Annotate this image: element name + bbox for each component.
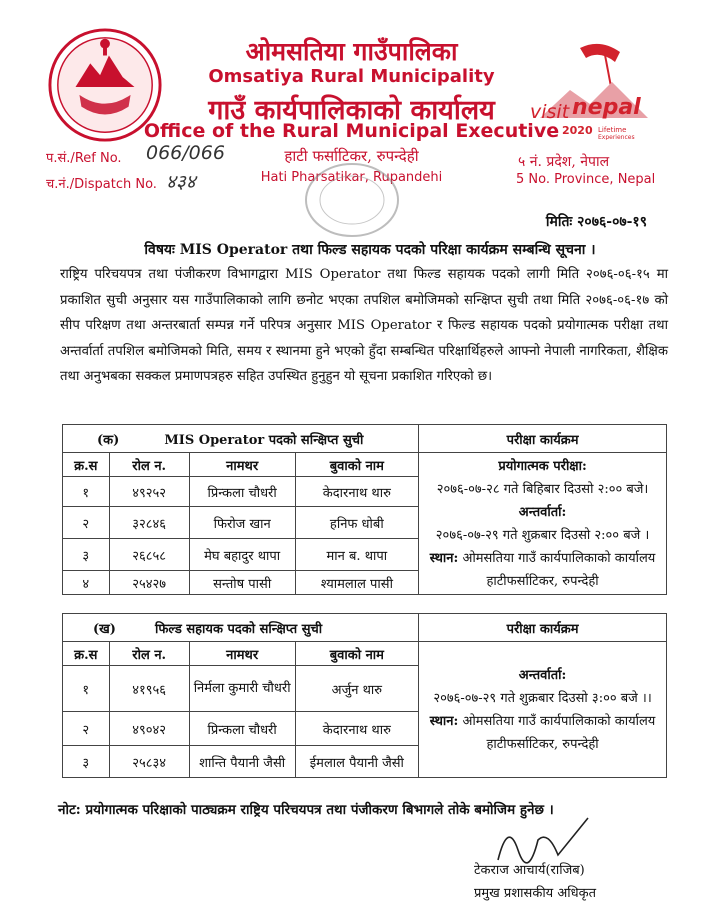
col-sn: क्र.स (63, 453, 110, 477)
table-b-label: (ख) (93, 621, 116, 637)
table-a-schedule (419, 453, 667, 595)
office-name-en: Office of the Rural Municipal Executive (143, 120, 560, 142)
municipality-name-np: ओमसतिया गाउँपालिका (245, 37, 458, 66)
table-a-schedule-title: परीक्षा कार्यक्रम (419, 425, 667, 453)
practical-label: प्रयोगात्मक परीक्षा: (498, 458, 587, 474)
ref-label: प.सं./Ref No. (46, 151, 122, 166)
venue: ओमसतिया गाउँ कार्यपालिकाको कार्यालय (462, 550, 656, 566)
field-assistant-table (62, 613, 667, 778)
venue-line2: हाटीफर्साटिकर, रुपन्देही (486, 573, 599, 589)
interview-label: अन्तर्वार्ता: (518, 667, 567, 683)
table-b-heading (63, 614, 419, 642)
venue-label: स्थान: (429, 550, 459, 566)
province-en: 5 No. Province, Nepal (516, 172, 656, 187)
venue-line2: हाटीफर्साटिकर, रुपन्देही (486, 736, 599, 752)
interview-time: २०७६-०७-२९ गते शुक्रबार दिउसो ३:०० बजे ।। (433, 690, 652, 706)
table-row: १ ४९२५२ प्रिन्कला चौधरी केदारनाथ थारु (63, 477, 667, 507)
table-a-title: MIS Operator पदको सन्क्षिप्त सुची (164, 432, 364, 448)
office-stamp (302, 160, 402, 240)
table-row: २ ४९०४२ प्रिन्कला चौधरी केदारनाथ थारु (63, 712, 667, 746)
table-row: ४ २५४२७ सन्तोष पासी श्यामलाल पासी (63, 571, 667, 595)
table-a-label: (क) (97, 432, 120, 448)
mis-operator-table (62, 424, 667, 595)
table-b-schedule (419, 642, 667, 778)
col-roll: रोल न. (109, 453, 189, 477)
col-name: नामथर (189, 453, 295, 477)
interview-label: अन्तर्वार्ता: (518, 504, 567, 520)
table-row: ३ २५८३४ शान्ति पैयानी जैसी ईमलाल पैयानी जैसी (63, 746, 667, 778)
practical-time: २०७६-०७-२८ गते बिहिबार दिउसो २:०० बजे। (436, 481, 649, 497)
dispatch-label: च.नं./Dispatch No. (46, 177, 157, 192)
address-en: Hati Pharsatikar, Rupandehi (260, 170, 443, 185)
table-row: २ ३२८४६ फिरोज खान हनिफ धोबी (63, 507, 667, 539)
venue-label: स्थान: (429, 713, 459, 729)
signatory-title: प्रमुख प्रशासकीय अधिकृत (474, 886, 597, 901)
col-sn: क्र.स (63, 642, 110, 666)
table-b-schedule-title: परीक्षा कार्यक्रम (419, 614, 667, 642)
province-np: ५ नं. प्रदेश, नेपाल (518, 154, 610, 170)
notice-subject: विषयः MIS Operator तथा फिल्ड सहायक पदको परिक्षा कार्यक्रम सम्बन्धि सूचना । (144, 242, 596, 258)
office-name-np: गाउँ कार्यपालिकाको कार्यालय (208, 95, 495, 126)
svg-text:Experiences: Experiences (598, 134, 635, 140)
table-row: १ ४१९५६ निर्मला कुमारी चौधरी अर्जुन थारु (63, 666, 667, 712)
svg-text:Lifetime: Lifetime (598, 126, 627, 134)
svg-text:visit: visit (530, 101, 570, 123)
venue: ओमसतिया गाउँ कार्यपालिकाको कार्यालय (462, 713, 656, 729)
dispatch-value: ४३४ (166, 171, 196, 193)
notice-note: नोट: प्रयोगात्मक परिक्षाको पाठ्यक्रम राष्ट्रिय परिचयपत्र तथा पंजीकरण बिभागले तोके बमोजिम हुनेछ । (58, 802, 554, 818)
address-np: हाटी फर्साटिकर, रुपन्देही (284, 147, 419, 165)
table-row: ३ २६८५८ मेघ बहादुर थापा मान ब. थापा (63, 539, 667, 571)
notice-date: मितिः २०७६-०७-१९ (545, 214, 647, 230)
interview-time: २०७६-०७-२९ गते शुक्रबार दिउसो २:०० बजे । (435, 527, 650, 543)
municipality-name-en: Omsatiya Rural Municipality (208, 66, 495, 87)
svg-text:2020: 2020 (562, 124, 593, 137)
col-name: नामथर (189, 642, 295, 666)
table-b-title: फिल्ड सहायक पदको सन्क्षिप्त सुची (155, 621, 323, 637)
ref-value: 066/066 (146, 142, 225, 164)
col-roll: रोल न. (109, 642, 189, 666)
table-a-heading (63, 425, 419, 453)
svg-text:nepal: nepal (572, 95, 641, 120)
notice-body: राष्ट्रिय परिचयपत्र तथा पंजीकरण विभागद्वारा MIS Operator तथा फिल्ड सहायक पदको लागी मिति २०७६-०६-१५ मा प्रकाशित सुची अनुसार यस गाउँपालिकाको लागि छनोट भएका तपशिल बमोजिमको सन्क्षिप्त सुची तथा मिति २०७६-०६-१७ को सीप परिक्षण तथा अन्तरबार्ता सम्पन्न गर्ने परिपत्र अनुसार MIS Operator र फिल्ड सहायक पदको प्रयोगात्मक परीक्षा तथा अन्तर्वार्ता तपशिल बमोजिमको मिति, समय र स्थानमा हुने भएको हुँदा सम्बन्धित परिक्षार्थिहरुले आफ्नो नेपाली नागरिकता, शैक्षिक तथा अनुभबका सक्कल प्रमाणपत्रहरु सहित उपस्थित हुनुहुन यो सूचना प्रकाशित गरिएको छ। (60, 267, 668, 384)
col-father: बुवाको नाम (295, 453, 419, 477)
col-father: बुवाको नाम (295, 642, 419, 666)
signatory-name: टेकराज आचार्य(राजिब) (474, 863, 585, 878)
